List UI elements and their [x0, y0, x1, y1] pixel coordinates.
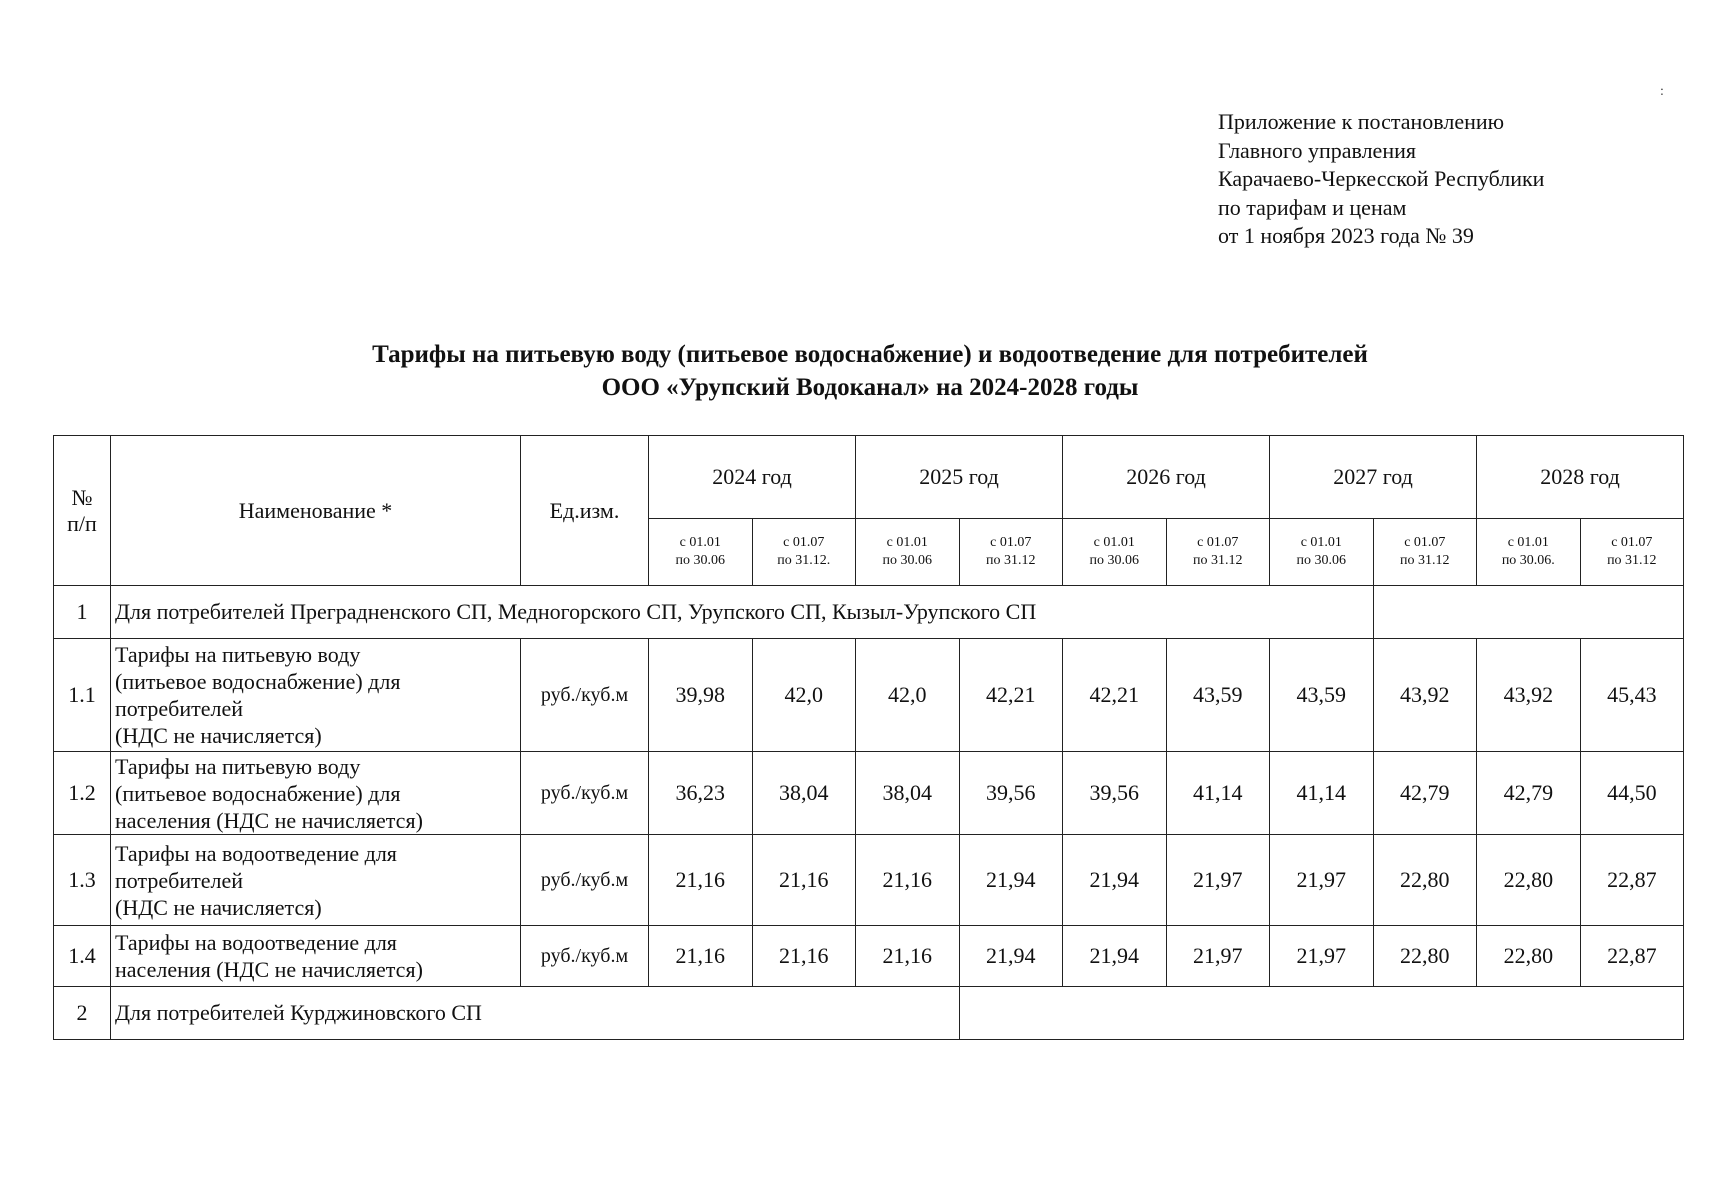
- title-line: ООО «Урупский Водоканал» на 2024-2028 годы: [601, 374, 1139, 401]
- tariff-value: 22,80: [1477, 835, 1581, 926]
- tariff-value: 21,16: [752, 835, 856, 926]
- appendix-note: [1218, 108, 1544, 251]
- row-name-line: (питьевое водоснабжение) для: [115, 669, 401, 694]
- header-period: [1477, 519, 1581, 586]
- tariffs-table: [53, 435, 1684, 1040]
- section-label: Для потребителей Преградненского СП, Медногорского СП, Урупского СП, Кызыл-Урупского СП: [111, 586, 1374, 639]
- section-empty-cell: [959, 987, 1684, 1040]
- tariff-value: 42,79: [1477, 752, 1581, 835]
- header-period: [1063, 519, 1167, 586]
- header-period: [1270, 519, 1374, 586]
- period-to: по 30.06: [675, 553, 725, 568]
- row-name: [111, 926, 521, 987]
- period-to: по 31.12.: [777, 553, 831, 568]
- tariff-value: 21,94: [1063, 926, 1167, 987]
- tariff-value: 22,87: [1580, 835, 1684, 926]
- appendix-line: Приложение к постановлению: [1218, 109, 1505, 134]
- row-name: [111, 639, 521, 752]
- period-to: по 30.06.: [1501, 553, 1555, 568]
- period-to: по 30.06: [1296, 553, 1347, 568]
- document-title: [0, 338, 1710, 404]
- period-from: с 01.01: [886, 535, 928, 550]
- header-period: [649, 519, 753, 586]
- row-num: 1.3: [54, 835, 111, 926]
- row-name-line: (НДС не начисляется): [115, 894, 322, 920]
- header-period: [1166, 519, 1270, 586]
- title-line: Тарифы на питьевую воду (питьевое водоснабжение) и водоотведение для потребителей: [372, 341, 1368, 368]
- appendix-line: по тарифам и ценам: [1218, 194, 1407, 220]
- row-unit: руб./куб.м: [521, 835, 649, 926]
- tariff-value: 21,16: [649, 926, 753, 987]
- tariff-value: 38,04: [856, 752, 960, 835]
- tariff-value: 43,59: [1270, 639, 1374, 752]
- header-num-line2: п/п: [67, 510, 97, 536]
- row-name-line: (питьевое водоснабжение) для: [115, 780, 401, 806]
- tariff-value: 43,59: [1166, 639, 1270, 752]
- period-from: с 01.07: [1197, 535, 1239, 550]
- period-from: с 01.01: [679, 535, 721, 550]
- row-name-line: Тарифы на водоотведение для: [115, 840, 397, 866]
- tariff-value: 42,79: [1373, 752, 1477, 835]
- period-from: с 01.01: [1507, 535, 1549, 550]
- row-num: 1.2: [54, 752, 111, 835]
- tariff-value: 39,56: [959, 752, 1063, 835]
- table-row: [54, 639, 1684, 752]
- row-name: [111, 752, 521, 835]
- tariff-value: 42,0: [752, 639, 856, 752]
- header-year: 2025 год: [856, 436, 1063, 519]
- section-row: [54, 987, 1684, 1040]
- row-name: [111, 835, 521, 926]
- tariff-value: 21,97: [1270, 926, 1374, 987]
- period-from: с 01.01: [1300, 535, 1342, 550]
- period-from: с 01.07: [1404, 535, 1446, 550]
- section-row: [54, 586, 1684, 639]
- row-name-line: населения (НДС не начисляется): [115, 957, 423, 982]
- tariff-value: 44,50: [1580, 752, 1684, 835]
- header-year: 2027 год: [1270, 436, 1477, 519]
- tariff-value: 36,23: [649, 752, 753, 835]
- header-unit: Ед.изм.: [521, 436, 649, 586]
- tariff-value: 21,97: [1270, 835, 1374, 926]
- tariff-value: 39,56: [1063, 752, 1167, 835]
- appendix-line: Карачаево-Черкесской Республики: [1218, 166, 1545, 191]
- header-year: 2026 год: [1063, 436, 1270, 519]
- period-from: с 01.07: [990, 535, 1032, 550]
- tariff-value: 21,16: [856, 926, 960, 987]
- row-unit: руб./куб.м: [521, 926, 649, 987]
- period-to: по 30.06: [882, 553, 933, 568]
- header-row-years: [54, 436, 1684, 519]
- scan-mark: :: [1660, 84, 1664, 99]
- header-year: 2024 год: [649, 436, 856, 519]
- period-from: с 01.07: [783, 535, 825, 550]
- row-name-line: Тарифы на питьевую воду: [115, 642, 361, 667]
- header-num-line1: №: [71, 484, 93, 510]
- tariff-value: 22,80: [1477, 926, 1581, 987]
- row-name-line: Тарифы на питьевую воду: [115, 753, 361, 779]
- tariff-value: 39,98: [649, 639, 753, 752]
- header-period: [1580, 519, 1684, 586]
- appendix-line: Главного управления: [1218, 137, 1416, 163]
- row-name-line: потребителей: [115, 867, 243, 893]
- tariff-value: 45,43: [1580, 639, 1684, 752]
- appendix-line: от 1 ноября 2023 года № 39: [1218, 223, 1474, 248]
- table-row: [54, 926, 1684, 987]
- tariff-value: 21,94: [1063, 835, 1167, 926]
- tariff-value: 21,97: [1166, 926, 1270, 987]
- tariff-value: 21,16: [752, 926, 856, 987]
- header-period: [856, 519, 960, 586]
- row-num: 1.1: [54, 639, 111, 752]
- row-name-line: населения (НДС не начисляется): [115, 807, 423, 833]
- header-num: [54, 436, 111, 586]
- tariff-value: 21,97: [1166, 835, 1270, 926]
- period-to: по 31.12: [1400, 553, 1450, 568]
- tariff-value: 42,21: [959, 639, 1063, 752]
- header-name: Наименование *: [111, 436, 521, 586]
- tariff-value: 21,16: [649, 835, 753, 926]
- row-num: 1.4: [54, 926, 111, 987]
- tariff-value: 41,14: [1166, 752, 1270, 835]
- row-unit: руб./куб.м: [521, 752, 649, 835]
- tariff-value: 22,80: [1373, 835, 1477, 926]
- header-period: [959, 519, 1063, 586]
- tariff-value: 21,16: [856, 835, 960, 926]
- tariff-value: 43,92: [1373, 639, 1477, 752]
- tariff-value: 43,92: [1477, 639, 1581, 752]
- section-num: 1: [54, 586, 111, 639]
- tariff-value: 42,21: [1063, 639, 1167, 752]
- tariff-value: 38,04: [752, 752, 856, 835]
- period-to: по 30.06: [1089, 553, 1140, 568]
- period-from: с 01.07: [1611, 535, 1653, 550]
- period-to: по 31.12: [1193, 553, 1243, 568]
- period-to: по 31.12: [986, 553, 1036, 568]
- table-row: [54, 752, 1684, 835]
- section-num: 2: [54, 987, 111, 1040]
- period-to: по 31.12: [1607, 553, 1657, 568]
- header-period: [752, 519, 856, 586]
- row-name-line: потребителей: [115, 696, 243, 721]
- tariff-value: 21,94: [959, 926, 1063, 987]
- tariff-value: 41,14: [1270, 752, 1374, 835]
- tariff-value: 22,80: [1373, 926, 1477, 987]
- tariff-value: 42,0: [856, 639, 960, 752]
- period-from: с 01.01: [1093, 535, 1135, 550]
- row-name-line: (НДС не начисляется): [115, 723, 322, 748]
- row-name-line: Тарифы на водоотведение для: [115, 930, 397, 955]
- tariff-value: 21,94: [959, 835, 1063, 926]
- header-year: 2028 год: [1477, 436, 1684, 519]
- table-row: [54, 835, 1684, 926]
- tariff-value: 22,87: [1580, 926, 1684, 987]
- header-period: [1373, 519, 1477, 586]
- section-label: Для потребителей Курджиновского СП: [111, 987, 960, 1040]
- row-unit: руб./куб.м: [521, 639, 649, 752]
- section-empty-cell: [1373, 586, 1684, 639]
